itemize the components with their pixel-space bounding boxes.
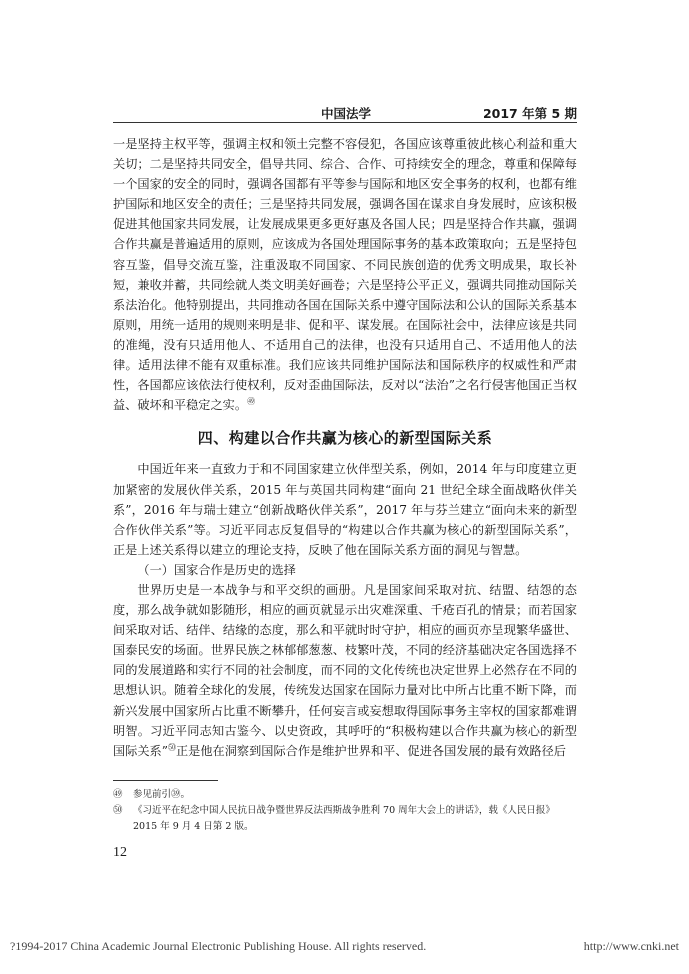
footnote-text: 《习近平在纪念中国人民抗日战争暨世界反法西斯战争胜利 70 周年大会上的讲话》，载《人民日报》2015 年 9 月 4 日第 2 版。 xyxy=(133,805,555,832)
intro-paragraph xyxy=(113,134,577,415)
issue-label: 2017 年第 5 期 xyxy=(482,106,577,121)
footnote-ref-49[interactable]: ㊾ xyxy=(247,397,256,407)
page-number: 12 xyxy=(113,845,127,860)
footnote-text: 参见前引㊴。 xyxy=(133,789,191,800)
footnotes xyxy=(113,787,577,835)
section-heading: 四、构建以合作共赢为核心的新型国际关系 xyxy=(197,429,493,448)
footnote-ref-50[interactable]: ㊿ xyxy=(167,742,176,752)
paragraph-2-text-b: 正是他在洞察到国际合作是维护世界和平、促进各国发展的最有效路径后 xyxy=(175,743,566,758)
running-header xyxy=(113,104,577,123)
footnote-mark: ㊿ xyxy=(113,805,123,816)
intro-paragraph-text: 一是坚持主权平等，强调主权和领土完整不容侵犯，各国应该尊重彼此核心利益和重大关切；二是坚持共同安全，倡导共同、综合、合作、可持续安全的理念，尊重和保障每一个国家的安全的同时，强调各国都有平等参与国际和地区安全事务的权利，也都有维护国际和地区安全的责任；三是坚持共同发展，强调各国在谋求自身发展时，应该积极促进其他国家共同发展，让发展成果更多更好惠及各国人民；四是坚持合作共赢，强调合作共赢是普遍适用的原则，应该成为各国处理国际事务的基本政策取向；五是坚持包容互鉴，倡导交流互鉴，注重汲取不同国家、不同民族创造的优秀文明成果，取长补短，兼收并蓄，共同绘就人类文明美好画卷；六是坚持公平正义，强调共同推动国际关系法治化。他特别提出，共同推动各国在国际关系中遵守国际法和公认的国际关系基本原则，用统一适用的规则来明是非、促和平、谋发展。在国际社会中，法律应该是共同的准绳，没有只适用他人、不适用自己的法律，也没有只适用自己、不适用他人的法律。适用法律不能有双重标准。我们应该共同维护国际法和国际秩序的权威性和严肃性，各国都应该依法行使权利，反对歪曲国际法，反对以“法治”之名行侵害他国正当权益、破坏和平稳定之实。 xyxy=(113,137,577,413)
cnki-link[interactable]: http://www.cnki.net xyxy=(583,939,679,953)
footnote-divider xyxy=(113,780,218,781)
footnote-item xyxy=(113,787,577,803)
section-paragraph-2 xyxy=(113,580,577,761)
footnote-mark: ㊾ xyxy=(113,789,123,800)
subsection-heading: （一）国家合作是历史的选择 xyxy=(137,562,296,577)
footnote-item xyxy=(113,803,577,835)
paragraph-2-text-a: 世界历史是一本战争与和平交织的画册。凡是国家间采取对抗、结盟、结怨的态度，那么战争就如影随形，相应的画页就显示出灾难深重、千疮百孔的情景；而若国家间采取对话、结伴、结缘的态度，那么和平就时时守护，相应的画页亦呈现繁华盛世、国泰民安的场面。世界民族之林郁郁葱葱、枝繁叶茂，不同的经济基础决定各国选择不同的发展道路和实行不同的社会制度，而不同的文化传统也决定世界上必然存在不同的思想认识。随着全球化的发展，传统发达国家在国际力量对比中所占比重不断下降，而新兴发展中国家所占比重不断攀升，任何妄言或妄想取得国际事务主宰权的国家都难谓明智。习近平同志知古鉴今、以史资政，其呼吁的“积极构建以合作共赢为核心的新型国际关系” xyxy=(113,582,577,758)
journal-title: 中国法学 xyxy=(321,106,372,121)
copyright-notice: ?1994-2017 China Academic Journal Electronic Publishing House. All rights reserved. xyxy=(10,939,427,953)
section-paragraph-1: 中国近年来一直致力于和不同国家建立伙伴型关系，例如，2014 年与印度建立更加紧密的发展伙伴关系，2015 年与英国共同构建“面向 21 世纪全球全面战略伙伴关系”，2016 年与瑞士建立“创新战略伙伴关系”，2017 年与芬兰建立“面向未来的新型合作伙伴关系”等。习近平同志反复倡导的“构建以合作共赢为核心的新型国际关系”，正是上述关系得以建立的理论支持，反映了他在国际关系方面的洞见与智慧。 xyxy=(113,462,577,557)
main-body xyxy=(113,134,577,761)
